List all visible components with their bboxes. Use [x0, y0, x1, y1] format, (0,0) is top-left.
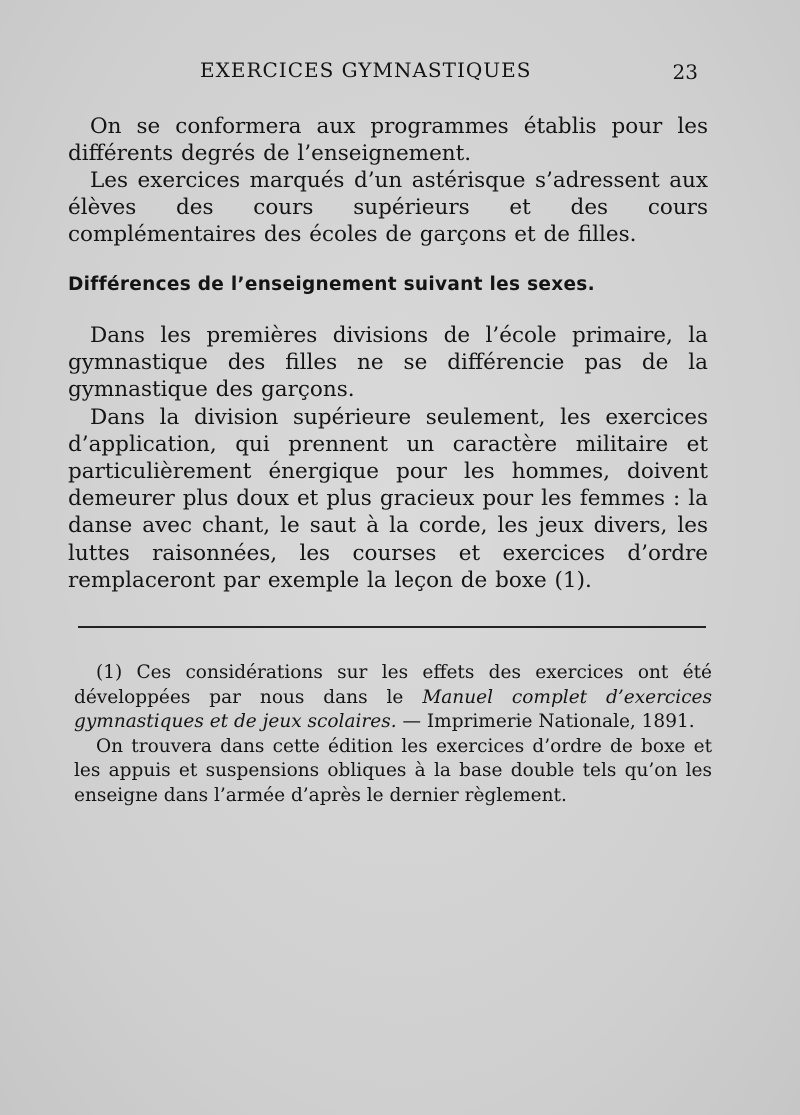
- footnote-divider: [78, 626, 706, 628]
- footnotes: [74, 661, 712, 808]
- paragraph-programmes: On se conformera aux programmes établis pour les différents degrés de l’enseignement.: [68, 114, 708, 166]
- paragraph-asterisque: Les exercices marqués d’un astérisque s’adressent aux élèves des cours supérieurs et des cours complémentaires des écoles de garçons et de filles.: [68, 168, 708, 247]
- footnote-1-text: (1) Ces considérations sur les effets des exercices ont été développées par nous dans le: [74, 662, 712, 708]
- footnote-1-italic-title: Manuel complet d’exercices gymnastiques et de jeux scolaires.: [74, 686, 713, 732]
- footnote-1-publisher: — Imprimerie Nationale, 1891.: [396, 711, 695, 732]
- intro-text: [68, 113, 708, 248]
- running-header: [200, 58, 700, 88]
- section-text: [68, 322, 708, 594]
- paragraph-premieres-divisions: Dans les premières divisions de l’école primaire, la gymnastique des filles ne se différencie pas de la gymnastique des garçons.: [68, 323, 708, 403]
- header-title: EXERCICES GYMNASTIQUES: [200, 58, 532, 82]
- paragraph-division-superieure: Dans la division supérieure seulement, les exercices d’application, qui prennent un caractère militaire et particulièrement énergique pour les hommes, doivent demeurer plus doux et plus gracieux pour les femmes : la danse avec chant, le saut à la corde, les jeux divers, les luttes raisonnées, les courses et exercices d’ordre remplaceront par exemple la leçon de boxe (1).: [68, 404, 708, 593]
- footnote-2: On trouvera dans cette édition les exercices d’ordre de boxe et les appuis et suspensions obliques à la base double tels qu’on les enseigne dans l’armée d’après le dernier règlement.: [74, 735, 712, 806]
- page-number: 23: [672, 60, 698, 84]
- footnote-1: [74, 661, 712, 735]
- section-heading: Différences de l’enseignement suivant les sexes.: [68, 274, 595, 295]
